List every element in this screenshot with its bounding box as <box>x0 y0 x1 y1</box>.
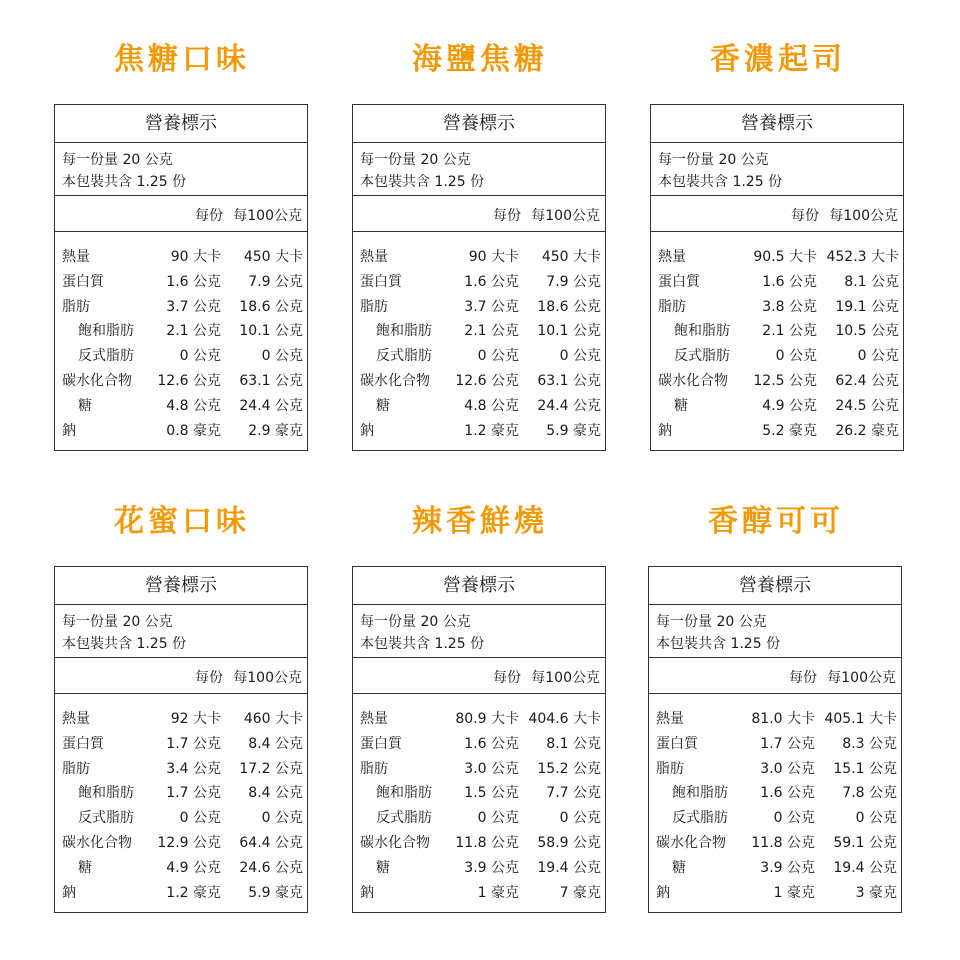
nutrient-row <box>353 704 605 729</box>
nutrient-name: 反式脂肪 <box>672 810 728 827</box>
nutrient-per-100g: 450 大卡 <box>541 249 601 265</box>
nutrient-per-100g: 19.4 公克 <box>537 859 601 876</box>
nutrient-name: 蛋白質 <box>658 273 700 290</box>
nutrient-name: 碳水化合物 <box>658 372 728 389</box>
nutrient-per-100g: 404.6 大卡 <box>528 711 601 727</box>
nutrient-name: 飽和脂肪 <box>672 785 728 802</box>
product-name: 海鹽焦糖 <box>412 42 548 77</box>
nutrient-per-100g: 450 大卡 <box>243 249 303 265</box>
product-name: 辣香鮮燒 <box>412 504 548 539</box>
nutrient-name: 蛋白質 <box>360 735 402 752</box>
nutrient-row <box>651 292 903 317</box>
nutrient-name: 脂肪 <box>658 298 686 315</box>
nutrient-row <box>651 242 903 267</box>
nutrient-name: 碳水化合物 <box>62 834 132 851</box>
column-headers <box>55 658 307 694</box>
nutrient-per-100g: 24.5 公克 <box>835 397 899 414</box>
product-name: 花蜜口味 <box>114 504 250 539</box>
nutrient-per-serving: 0 公克 <box>179 348 221 365</box>
nutrient-name: 熱量 <box>62 249 90 265</box>
nutrient-per-100g: 7.9 公克 <box>546 273 601 290</box>
nutrient-name: 熱量 <box>360 249 388 265</box>
nutrient-name: 反式脂肪 <box>674 348 730 365</box>
nutrient-name: 糖 <box>376 397 390 414</box>
nutrient-name: 熱量 <box>360 711 388 727</box>
serving-size: 每一份量 20 公克 <box>62 614 173 630</box>
nutrient-row <box>55 853 307 878</box>
nutrient-row <box>649 878 901 903</box>
product-name: 香濃起司 <box>710 42 846 77</box>
nutrient-name: 脂肪 <box>360 760 388 777</box>
nutrient-name: 糖 <box>78 397 92 414</box>
product-name: 香醇可可 <box>708 504 844 539</box>
nutrient-rows <box>353 232 605 440</box>
serving-info <box>353 143 605 196</box>
nutrient-per-100g: 7.8 公克 <box>842 785 897 802</box>
nutrient-per-100g: 24.4 公克 <box>537 397 601 414</box>
nutrient-row <box>55 366 307 391</box>
col-per-100g: 每100公克 <box>531 208 600 224</box>
nutrient-per-serving: 1.6 公克 <box>760 785 815 802</box>
product-name: 焦糖口味 <box>114 42 250 77</box>
nutrient-per-serving: 92 大卡 <box>170 711 221 727</box>
nutrient-name: 碳水化合物 <box>360 372 430 389</box>
col-per-serving: 每份 <box>493 208 521 224</box>
serving-info <box>649 605 901 658</box>
nutrient-per-serving: 1.7 公克 <box>166 735 221 752</box>
product-panel <box>54 502 310 901</box>
product-panel <box>352 40 608 439</box>
nutrient-per-100g: 15.2 公克 <box>537 760 601 777</box>
nutrient-row <box>353 292 605 317</box>
nutrient-row <box>353 391 605 416</box>
nutrient-name: 反式脂肪 <box>376 348 432 365</box>
nutrient-name: 飽和脂肪 <box>674 323 730 340</box>
nutrient-name: 蛋白質 <box>62 735 104 752</box>
nutrient-name: 反式脂肪 <box>78 348 134 365</box>
nutrient-per-serving: 0 公克 <box>775 348 817 365</box>
serving-size: 每一份量 20 公克 <box>62 152 173 168</box>
nutrient-name: 碳水化合物 <box>360 834 430 851</box>
nutrient-name: 鈉 <box>62 884 76 901</box>
col-per-serving: 每份 <box>195 670 223 686</box>
nutrient-row <box>649 778 901 803</box>
nutrient-rows <box>353 694 605 902</box>
nutrient-name: 蛋白質 <box>360 273 402 290</box>
nutrient-row <box>55 803 307 828</box>
nutrient-per-serving: 1.5 公克 <box>464 785 519 802</box>
servings-per-package: 本包裝共含 1.25 份 <box>658 174 783 190</box>
nutrition-label <box>352 566 606 913</box>
col-per-100g: 每100公克 <box>531 670 600 686</box>
nutrient-row <box>353 416 605 441</box>
nutrient-row <box>55 878 307 903</box>
nutrient-name: 糖 <box>78 859 92 876</box>
nutrient-per-serving: 2.1 公克 <box>166 323 221 340</box>
nutrient-name: 鈉 <box>658 422 672 439</box>
nutrient-name: 反式脂肪 <box>78 810 134 827</box>
nutrient-per-100g: 10.1 公克 <box>239 323 303 340</box>
nutrient-row <box>55 754 307 779</box>
nutrient-per-serving: 4.9 公克 <box>762 397 817 414</box>
nutrient-per-serving: 81.0 大卡 <box>751 711 815 727</box>
nutrient-per-serving: 2.1 公克 <box>464 323 519 340</box>
column-headers <box>649 658 901 694</box>
nutrient-row <box>649 729 901 754</box>
col-per-serving: 每份 <box>789 670 817 686</box>
nutrient-per-100g: 10.5 公克 <box>835 323 899 340</box>
nutrition-label <box>650 104 904 451</box>
label-title: 營養標示 <box>649 567 901 605</box>
nutrient-name: 糖 <box>674 397 688 414</box>
nutrient-row <box>649 828 901 853</box>
label-title: 營養標示 <box>353 105 605 143</box>
nutrient-per-serving: 1.6 公克 <box>464 735 519 752</box>
nutrient-row <box>353 878 605 903</box>
nutrient-per-serving: 1.2 豪克 <box>464 422 519 439</box>
servings-per-package: 本包裝共含 1.25 份 <box>62 174 187 190</box>
servings-per-package: 本包裝共含 1.25 份 <box>656 636 781 652</box>
nutrient-per-100g: 59.1 公克 <box>833 834 897 851</box>
nutrient-per-100g: 7.9 公克 <box>248 273 303 290</box>
nutrient-per-serving: 1.6 公克 <box>762 273 817 290</box>
nutrient-per-100g: 0 公克 <box>261 348 303 365</box>
nutrient-row <box>353 803 605 828</box>
nutrient-per-100g: 62.4 公克 <box>835 372 899 389</box>
nutrient-row <box>649 853 901 878</box>
nutrient-per-100g: 18.6 公克 <box>537 298 601 315</box>
col-per-100g: 每100公克 <box>829 208 898 224</box>
nutrient-row <box>649 704 901 729</box>
nutrient-per-100g: 58.9 公克 <box>537 834 601 851</box>
nutrient-row <box>55 778 307 803</box>
nutrient-name: 鈉 <box>360 422 374 439</box>
nutrient-per-100g: 2.9 豪克 <box>248 422 303 439</box>
col-per-serving: 每份 <box>493 670 521 686</box>
nutrient-row <box>353 778 605 803</box>
serving-size: 每一份量 20 公克 <box>658 152 769 168</box>
nutrient-name: 蛋白質 <box>62 273 104 290</box>
nutrient-per-100g: 24.4 公克 <box>239 397 303 414</box>
serving-info <box>651 143 903 196</box>
column-headers <box>55 196 307 232</box>
nutrient-row <box>55 316 307 341</box>
serving-info <box>55 605 307 658</box>
nutrient-per-100g: 5.9 豪克 <box>248 884 303 901</box>
nutrient-per-100g: 10.1 公克 <box>537 323 601 340</box>
nutrient-per-serving: 11.8 公克 <box>751 834 815 851</box>
col-per-100g: 每100公克 <box>827 670 896 686</box>
nutrition-label <box>54 566 308 913</box>
nutrient-per-serving: 90 大卡 <box>170 249 221 265</box>
nutrient-per-serving: 3.0 公克 <box>760 760 815 777</box>
nutrient-row <box>55 242 307 267</box>
nutrient-per-100g: 452.3 大卡 <box>826 249 899 265</box>
nutrient-per-serving: 4.9 公克 <box>166 859 221 876</box>
nutrient-name: 脂肪 <box>62 760 90 777</box>
nutrient-name: 糖 <box>376 859 390 876</box>
nutrient-row <box>55 341 307 366</box>
nutrient-row <box>55 292 307 317</box>
nutrient-per-serving: 3.0 公克 <box>464 760 519 777</box>
col-per-100g: 每100公克 <box>233 208 302 224</box>
nutrient-rows <box>651 232 903 440</box>
nutrient-per-100g: 405.1 大卡 <box>824 711 897 727</box>
nutrient-row <box>55 267 307 292</box>
nutrient-per-100g: 7 豪克 <box>559 884 601 901</box>
nutrient-per-serving: 0 公克 <box>179 810 221 827</box>
nutrient-per-100g: 15.1 公克 <box>833 760 897 777</box>
nutrient-row <box>651 341 903 366</box>
serving-info <box>353 605 605 658</box>
nutrient-name: 蛋白質 <box>656 735 698 752</box>
nutrient-per-serving: 2.1 公克 <box>762 323 817 340</box>
product-panel <box>650 40 906 439</box>
nutrient-name: 糖 <box>672 859 686 876</box>
serving-size: 每一份量 20 公克 <box>360 614 471 630</box>
nutrient-per-100g: 0 公克 <box>857 348 899 365</box>
col-per-100g: 每100公克 <box>233 670 302 686</box>
nutrient-per-100g: 19.1 公克 <box>835 298 899 315</box>
nutrient-per-serving: 3.9 公克 <box>464 859 519 876</box>
nutrient-name: 反式脂肪 <box>376 810 432 827</box>
nutrient-name: 鈉 <box>656 884 670 901</box>
nutrient-name: 鈉 <box>360 884 374 901</box>
nutrient-per-serving: 1.7 公克 <box>166 785 221 802</box>
nutrient-name: 飽和脂肪 <box>376 785 432 802</box>
nutrient-per-serving: 1 豪克 <box>477 884 519 901</box>
nutrient-row <box>55 391 307 416</box>
nutrition-label <box>648 566 902 913</box>
nutrient-per-serving: 4.8 公克 <box>166 397 221 414</box>
nutrient-per-serving: 1 豪克 <box>773 884 815 901</box>
nutrient-per-100g: 63.1 公克 <box>239 372 303 389</box>
nutrient-per-100g: 8.3 公克 <box>842 735 897 752</box>
serving-size: 每一份量 20 公克 <box>656 614 767 630</box>
nutrient-per-serving: 12.6 公克 <box>157 372 221 389</box>
nutrient-row <box>353 729 605 754</box>
servings-per-package: 本包裝共含 1.25 份 <box>360 636 485 652</box>
nutrient-per-serving: 11.8 公克 <box>455 834 519 851</box>
nutrient-per-100g: 0 公克 <box>559 810 601 827</box>
nutrient-per-100g: 0 公克 <box>559 348 601 365</box>
nutrient-per-100g: 19.4 公克 <box>833 859 897 876</box>
nutrient-per-serving: 0 公克 <box>477 810 519 827</box>
nutrient-row <box>55 416 307 441</box>
nutrient-per-serving: 90 大卡 <box>468 249 519 265</box>
nutrient-rows <box>649 694 901 902</box>
nutrient-row <box>649 803 901 828</box>
nutrient-per-serving: 0 公克 <box>773 810 815 827</box>
nutrient-per-100g: 26.2 豪克 <box>835 422 899 439</box>
nutrient-per-serving: 80.9 大卡 <box>455 711 519 727</box>
nutrient-row <box>353 853 605 878</box>
nutrient-name: 飽和脂肪 <box>78 323 134 340</box>
nutrient-per-serving: 12.6 公克 <box>455 372 519 389</box>
nutrient-per-100g: 64.4 公克 <box>239 834 303 851</box>
nutrient-per-100g: 0 公克 <box>261 810 303 827</box>
nutrient-name: 熱量 <box>656 711 684 727</box>
nutrient-name: 脂肪 <box>360 298 388 315</box>
servings-per-package: 本包裝共含 1.25 份 <box>62 636 187 652</box>
nutrient-per-100g: 3 豪克 <box>855 884 897 901</box>
column-headers <box>353 658 605 694</box>
nutrient-name: 鈉 <box>62 422 76 439</box>
nutrient-name: 碳水化合物 <box>656 834 726 851</box>
nutrient-row <box>353 366 605 391</box>
nutrient-per-100g: 7.7 公克 <box>546 785 601 802</box>
nutrient-per-serving: 1.2 豪克 <box>166 884 221 901</box>
nutrient-row <box>55 828 307 853</box>
nutrient-name: 熱量 <box>658 249 686 265</box>
servings-per-package: 本包裝共含 1.25 份 <box>360 174 485 190</box>
product-panel <box>54 40 310 439</box>
nutrient-per-100g: 8.4 公克 <box>248 785 303 802</box>
nutrition-label <box>352 104 606 451</box>
nutrient-per-100g: 8.1 公克 <box>844 273 899 290</box>
nutrient-per-serving: 0 公克 <box>477 348 519 365</box>
nutrient-per-serving: 3.8 公克 <box>762 298 817 315</box>
nutrient-per-100g: 5.9 豪克 <box>546 422 601 439</box>
nutrient-rows <box>55 694 307 902</box>
nutrient-per-100g: 18.6 公克 <box>239 298 303 315</box>
label-title: 營養標示 <box>55 105 307 143</box>
nutrient-per-100g: 17.2 公克 <box>239 760 303 777</box>
nutrient-per-100g: 0 公克 <box>855 810 897 827</box>
nutrient-row <box>651 366 903 391</box>
nutrient-rows <box>55 232 307 440</box>
nutrient-per-serving: 5.2 豪克 <box>762 422 817 439</box>
nutrient-per-serving: 3.7 公克 <box>166 298 221 315</box>
label-title: 營養標示 <box>55 567 307 605</box>
nutrient-name: 飽和脂肪 <box>78 785 134 802</box>
nutrient-per-100g: 63.1 公克 <box>537 372 601 389</box>
nutrient-per-serving: 90.5 大卡 <box>753 249 817 265</box>
nutrient-per-serving: 3.4 公克 <box>166 760 221 777</box>
nutrient-row <box>649 754 901 779</box>
nutrient-row <box>651 391 903 416</box>
nutrient-row <box>353 341 605 366</box>
column-headers <box>651 196 903 232</box>
nutrient-per-serving: 1.6 公克 <box>464 273 519 290</box>
nutrient-name: 熱量 <box>62 711 90 727</box>
nutrient-row <box>651 267 903 292</box>
label-title: 營養標示 <box>651 105 903 143</box>
nutrient-name: 脂肪 <box>62 298 90 315</box>
nutrient-name: 碳水化合物 <box>62 372 132 389</box>
nutrient-row <box>651 316 903 341</box>
label-title: 營養標示 <box>353 567 605 605</box>
nutrient-row <box>651 416 903 441</box>
nutrient-row <box>55 729 307 754</box>
nutrient-per-serving: 12.9 公克 <box>157 834 221 851</box>
col-per-serving: 每份 <box>195 208 223 224</box>
nutrient-row <box>353 828 605 853</box>
nutrient-per-100g: 8.4 公克 <box>248 735 303 752</box>
nutrient-per-serving: 3.7 公克 <box>464 298 519 315</box>
serving-size: 每一份量 20 公克 <box>360 152 471 168</box>
column-headers <box>353 196 605 232</box>
nutrient-per-100g: 8.1 公克 <box>546 735 601 752</box>
nutrient-row <box>353 316 605 341</box>
serving-info <box>55 143 307 196</box>
product-panel <box>352 502 608 901</box>
col-per-serving: 每份 <box>791 208 819 224</box>
nutrient-per-serving: 1.7 公克 <box>760 735 815 752</box>
nutrient-row <box>353 267 605 292</box>
nutrient-per-serving: 0.8 豪克 <box>166 422 221 439</box>
nutrient-per-serving: 1.6 公克 <box>166 273 221 290</box>
nutrient-row <box>55 704 307 729</box>
nutrient-row <box>353 754 605 779</box>
nutrient-per-serving: 12.5 公克 <box>753 372 817 389</box>
nutrient-name: 飽和脂肪 <box>376 323 432 340</box>
nutrient-per-serving: 3.9 公克 <box>760 859 815 876</box>
nutrient-per-100g: 24.6 公克 <box>239 859 303 876</box>
nutrient-name: 脂肪 <box>656 760 684 777</box>
product-panel <box>648 502 904 901</box>
nutrition-label <box>54 104 308 451</box>
nutrient-row <box>353 242 605 267</box>
nutrient-per-100g: 460 大卡 <box>243 711 303 727</box>
nutrient-per-serving: 4.8 公克 <box>464 397 519 414</box>
